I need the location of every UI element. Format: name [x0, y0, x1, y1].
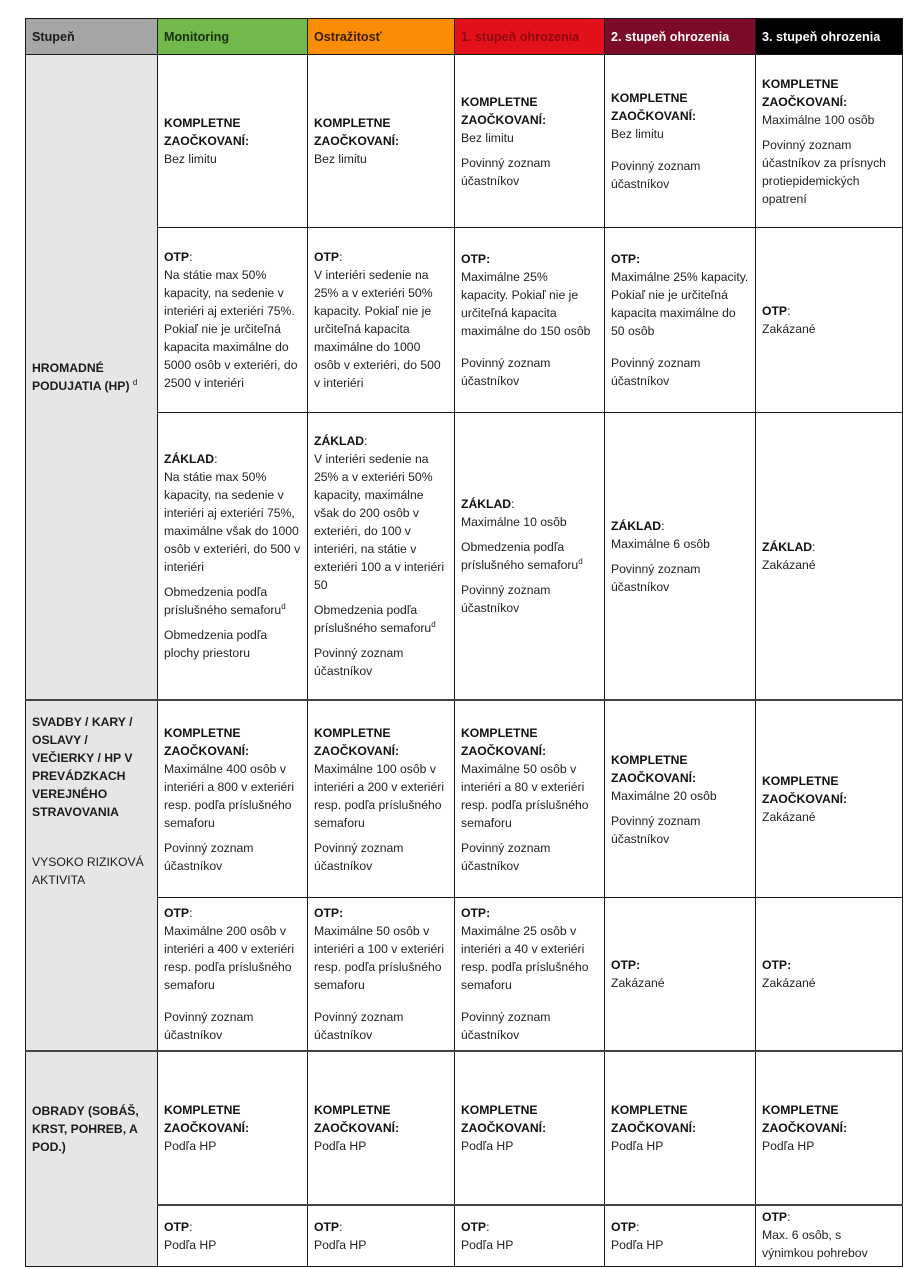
header-level-3: 3. stupeň ohrozenia: [756, 19, 903, 55]
cell: [308, 55, 455, 228]
cell-text: Povinný zoznam účastníkov za prísnych protiepidemických opatrení: [762, 137, 886, 206]
cell-label: KOMPLETNE: [461, 94, 538, 109]
cell: [605, 228, 756, 413]
row-header-title: SVADBY / KARY / OSLAVY / VEČIERKY / HP V PREVÁDZKACH VEREJNÉHO STRAVOVANIA: [32, 715, 133, 819]
cell-text: Maximálne 25% kapacity. Pokiaľ nie je určiteľná kapacita maximálne do 50 osôb: [611, 270, 749, 338]
cell: [756, 1205, 903, 1267]
cell-text: Maximálne 25% kapacity. Pokiaľ nie je určiteľná kapacita maximálne do 150 osôb: [461, 270, 591, 338]
header-ostrazitost: Ostražitosť: [308, 19, 455, 55]
cell-label: ZAOČKOVANÍ:: [461, 743, 547, 758]
cell-text: Zakázané: [762, 976, 816, 990]
cell-label: KOMPLETNE: [461, 1103, 538, 1117]
cell-text: Maximálne 400 osôb v interiéri a 800 v exteriéri resp. podľa príslušného semaforu: [164, 761, 295, 830]
cell: [455, 228, 605, 413]
cell-label: OTP:: [611, 252, 641, 266]
cell-label: OTP:: [164, 250, 193, 264]
cell-label: ZAOČKOVANÍ:: [611, 109, 697, 123]
cell: [605, 1205, 756, 1267]
cell-label: ZÁKLAD:: [461, 497, 515, 511]
cell-label: OTP:: [461, 252, 491, 266]
covid-measures-table: [25, 18, 903, 1267]
cell-text: Povinný zoznam účastníkov: [314, 840, 404, 873]
cell-text: Povinný zoznam účastníkov: [164, 840, 254, 873]
cell-text: Povinný zoznam účastníkov: [461, 356, 551, 388]
cell-text: Podľa HP: [461, 1139, 514, 1153]
cell-text: Na státie max 50% kapacity, na sedenie v interiéri aj exteriéri 75%. Pokiaľ nie je určiteľná kapacita maximálne do 5000 osôb v exteriéri, do 2500 v interiéri: [164, 268, 298, 390]
cell-text: Maximálne 50 osôb v interiéri a 80 v exteriéri resp. podľa príslušného semaforu: [461, 761, 589, 830]
cell-label: ZAOČKOVANÍ:: [314, 743, 400, 758]
cell-text: Maximálne 10 osôb: [461, 515, 567, 529]
cell: [756, 413, 903, 701]
cell-text: Povinný zoznam účastníkov: [314, 646, 404, 678]
cell-text: Obmedzenia podľa plochy priestoru: [164, 628, 268, 660]
cell-text: Maximálne 100 osôb: [762, 112, 875, 127]
cell-text: V interiéri sedenie na 25% a v exteriéri 50% kapacity, maximálne však do 200 osôb v exteriéri, do 100 v interiéri, na státie v exteriéri 100 a v interiéri 50: [314, 452, 445, 592]
header-level-1: 1. stupeň ohrozenia: [455, 19, 605, 55]
table-row: [26, 1205, 903, 1267]
cell-label: ZAOČKOVANÍ:: [164, 1121, 250, 1135]
cell-label: KOMPLETNE: [762, 76, 839, 91]
cell: [756, 898, 903, 1052]
cell: [605, 898, 756, 1052]
cell-text: Povinný zoznam účastníkov: [611, 356, 701, 388]
cell-text: Maximálne 100 osôb v interiéri a 200 v exteriéri resp. podľa príslušného semaforu: [314, 761, 445, 830]
cell-label: ZAOČKOVANÍ:: [164, 743, 250, 758]
cell-text: Bez limitu: [461, 130, 514, 145]
cell-text: Bez limitu: [164, 152, 217, 166]
cell-label: ZÁKLAD:: [762, 540, 816, 554]
cell-text: Maximálne 50 osôb v interiéri a 100 v exteriéri resp. podľa príslušného semaforu: [314, 924, 445, 992]
cell-text: Podľa HP: [314, 1139, 367, 1153]
cell-text: Podľa HP: [164, 1139, 217, 1153]
cell-label: OTP:: [611, 1220, 640, 1234]
cell-text: Obmedzenia podľa príslušného semaforu$^d$: [164, 585, 286, 617]
cell-label: ZAOČKOVANÍ:: [762, 792, 848, 806]
cell: [308, 413, 455, 701]
cell: [308, 1051, 455, 1205]
cell-text: Povinný zoznam účastníkov: [611, 561, 701, 594]
cell: [455, 898, 605, 1052]
table-row: [26, 898, 903, 1052]
cell-label: OTP:: [762, 1210, 791, 1224]
cell-label: KOMPLETNE: [164, 725, 241, 740]
cell-label: KOMPLETNE: [314, 116, 391, 130]
cell-label: KOMPLETNE: [611, 752, 688, 767]
cell-label: ZÁKLAD:: [164, 452, 218, 466]
cell-label: OTP:: [314, 250, 343, 264]
cell: [605, 413, 756, 701]
cell-label: KOMPLETNE: [164, 116, 241, 130]
cell-label: KOMPLETNE: [461, 725, 538, 740]
table-row: [26, 55, 903, 228]
cell-text: Obmedzenia podľa príslušného semaforu$^d$: [314, 603, 436, 635]
cell-label: KOMPLETNE: [611, 1103, 688, 1117]
row-header-line: PODUJATIA (HP): [32, 379, 130, 393]
cell-text: Povinný zoznam účastníkov: [164, 1010, 254, 1042]
cell-label: ZAOČKOVANÍ:: [164, 134, 250, 148]
cell-label: OTP:: [164, 906, 193, 920]
cell-label: ZAOČKOVANÍ:: [762, 94, 848, 109]
row-header-hromadne-podujatia: [26, 55, 158, 701]
cell-label: ZAOČKOVANÍ:: [461, 112, 547, 127]
cell-label: KOMPLETNE: [164, 1103, 241, 1117]
cell-text: Povinný zoznam účastníkov: [461, 840, 551, 873]
cell-label: OTP:: [314, 1220, 343, 1234]
cell-text: Povinný zoznam účastníkov: [461, 583, 551, 615]
cell-text: Povinný zoznam účastníkov: [314, 1010, 404, 1042]
cell: [756, 228, 903, 413]
cell: [455, 1205, 605, 1267]
cell-label: ZAOČKOVANÍ:: [762, 1121, 848, 1135]
header-level-2: 2. stupeň ohrozenia: [605, 19, 756, 55]
cell-text: Podľa HP: [611, 1238, 664, 1252]
cell: [158, 898, 308, 1052]
cell-text: Povinný zoznam účastníkov: [461, 155, 551, 188]
cell: [158, 55, 308, 228]
cell: [158, 1051, 308, 1205]
cell-label: KOMPLETNE: [762, 774, 839, 788]
row-header-obrady: OBRADY (SOBÁŠ, KRST, POHREB, A POD.): [26, 1051, 158, 1267]
cell: [158, 700, 308, 898]
cell-label: OTP:: [461, 906, 491, 920]
cell-text: V interiéri sedenie na 25% a v exteriéri 50% kapacity. Pokiaľ nie je určiteľná kapacita maximálne do 1000 osôb v exteriéri, do 500 v interiéri: [314, 268, 441, 390]
cell: [605, 700, 756, 898]
table-row: [26, 228, 903, 413]
cell-label: OTP:: [762, 304, 791, 318]
cell: [605, 1051, 756, 1205]
header-row: [26, 19, 903, 55]
cell-text: Povinný zoznam účastníkov: [461, 1010, 551, 1042]
cell-text: Maximálne 20 osôb: [611, 788, 717, 803]
header-monitoring: Monitoring: [158, 19, 308, 55]
cell: [756, 700, 903, 898]
cell-label: ZAOČKOVANÍ:: [314, 134, 400, 148]
cell-label: ZAOČKOVANÍ:: [314, 1121, 400, 1135]
cell-text: Podľa HP: [164, 1238, 217, 1252]
cell: [605, 55, 756, 228]
cell-text: Bez limitu: [314, 152, 367, 166]
cell-label: OTP:: [611, 958, 641, 972]
cell-label: ZAOČKOVANÍ:: [611, 770, 697, 785]
cell-text: Maximálne 200 osôb v interiéri a 400 v exteriéri resp. podľa príslušného semaforu: [164, 924, 295, 992]
table-row: [26, 1051, 903, 1205]
cell-label: OTP:: [314, 906, 344, 920]
cell-text: Maximálne 6 osôb: [611, 536, 710, 551]
cell: [756, 1051, 903, 1205]
cell-text: Zakázané: [762, 558, 816, 572]
cell-text: Povinný zoznam účastníkov: [611, 813, 701, 846]
cell: [308, 228, 455, 413]
cell-text: Maximálne 25 osôb v interiéri a 40 v exteriéri resp. podľa príslušného semaforu: [461, 924, 589, 992]
cell-label: KOMPLETNE: [611, 91, 688, 105]
cell-text: Bez limitu: [611, 127, 664, 141]
cell-label: KOMPLETNE: [314, 1103, 391, 1117]
cell-text: Podľa HP: [314, 1238, 367, 1252]
cell-label: OTP:: [762, 958, 792, 972]
cell-label: ZAOČKOVANÍ:: [611, 1121, 697, 1135]
cell-text: Podľa HP: [762, 1139, 815, 1153]
cell-label: ZAOČKOVANÍ:: [461, 1121, 547, 1135]
cell: [455, 413, 605, 701]
cell-text: Podľa HP: [461, 1238, 514, 1252]
row-header-subtitle: VYSOKO RIZIKOVÁ AKTIVITA: [32, 855, 144, 887]
cell: [308, 898, 455, 1052]
cell: [455, 700, 605, 898]
cell-text: Zakázané: [611, 976, 665, 990]
cell-label: KOMPLETNE: [314, 725, 391, 740]
cell: [158, 413, 308, 701]
table-row: [26, 413, 903, 701]
footnote-marker: d: [281, 601, 286, 611]
footnote-marker: d: [431, 619, 436, 629]
cell: [455, 1051, 605, 1205]
cell-text: Podľa HP: [611, 1139, 664, 1153]
table-row: [26, 700, 903, 898]
footnote-marker: d: [578, 556, 583, 566]
cell-text: Zakázané: [762, 810, 816, 824]
cell: [455, 55, 605, 228]
cell-text: Max. 6 osôb, s výnimkou pohrebov: [762, 1228, 868, 1260]
cell-label: OTP:: [164, 1220, 193, 1234]
cell: [158, 228, 308, 413]
cell: [158, 1205, 308, 1267]
footnote-marker: d: [132, 377, 138, 387]
cell: [756, 55, 903, 228]
row-header-line: HROMADNÉ: [32, 361, 104, 375]
cell-text: Obmedzenia podľa príslušného semaforu$^d$: [461, 540, 583, 572]
cell-text: Povinný zoznam účastníkov: [611, 159, 701, 191]
cell-label: KOMPLETNE: [762, 1103, 839, 1117]
cell-text: Zakázané: [762, 322, 816, 336]
row-header-svadby: [26, 700, 158, 1051]
cell-label: OTP:: [461, 1220, 490, 1234]
cell: [308, 700, 455, 898]
cell-text: Na státie max 50% kapacity, na sedenie v interiéri aj exteriéri 75%, maximálne však do 1000 osôb v exteriéri, do 500 v interiéri: [164, 470, 301, 574]
cell: [308, 1205, 455, 1267]
cell-label: ZÁKLAD:: [314, 434, 368, 448]
header-stub: Stupeň: [26, 19, 158, 55]
cell-label: ZÁKLAD:: [611, 518, 665, 533]
